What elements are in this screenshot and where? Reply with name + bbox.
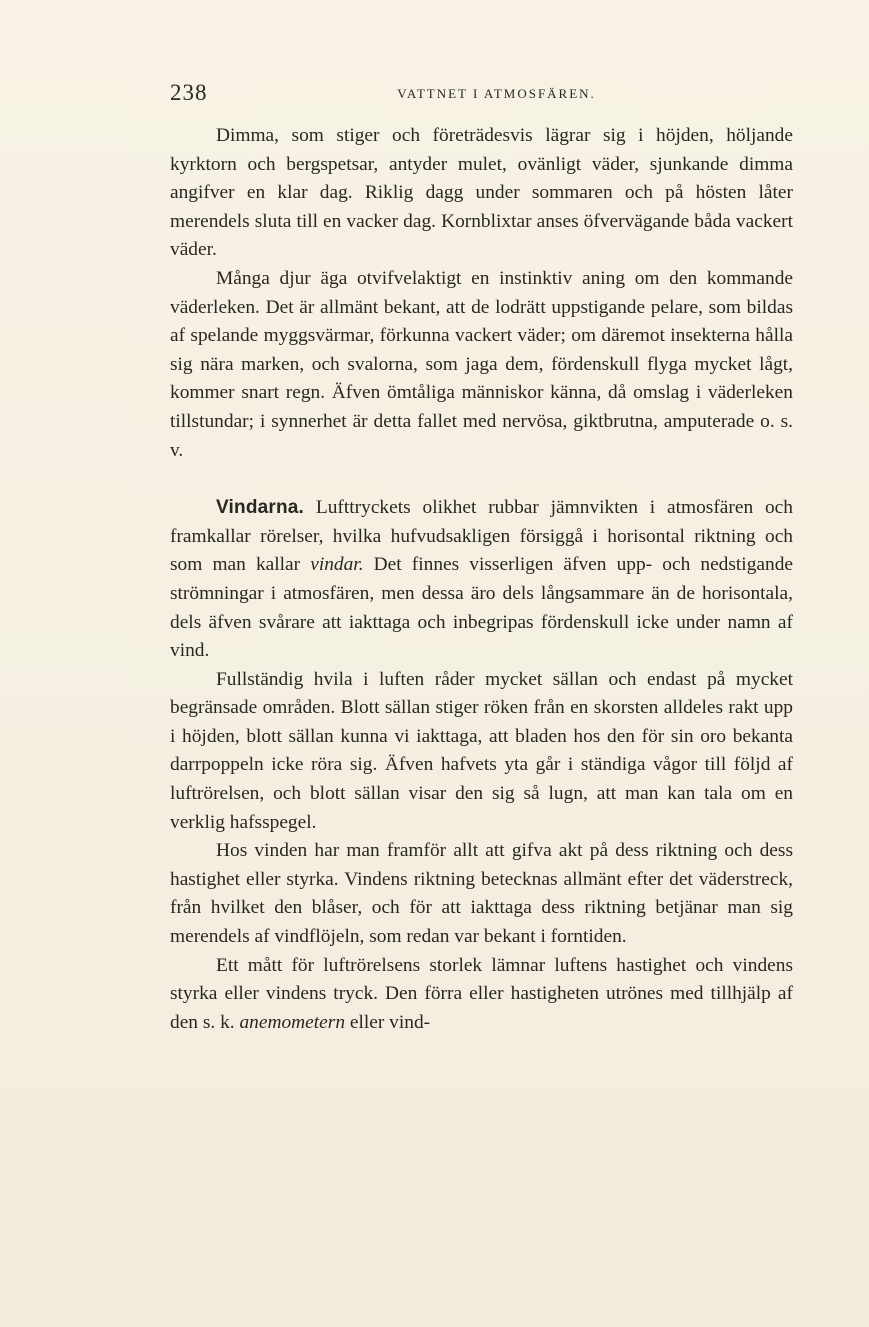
paragraph-djur: Många djur äga otvifvelaktigt en instinktiv aning om den kommande väderleken. Det är allmänt bekant, att de lodrätt uppstigande pelare, som bildas af spelande myggsvärmar, förkunna vackert väder; om däremot insekterna hålla sig nära marken, och svalorna, som jaga dem, fördenskull flyga mycket lågt, kommer snart regn. Äfven ömtåliga människor känna, då omslag i väderleken tillstundar; i synnerhet är detta fallet med nervösa, giktbrutna, amputerade o. s. v. — [170, 267, 793, 461]
paragraph-vindarna — [170, 494, 793, 666]
paragraph-matt — [170, 952, 793, 1038]
paragraph-text: Lufttryckets olikhet rubbar jämnvikten i atmosfären och framkallar rörelser, hvilka hufvudsakligen försiggå i horisontal riktning och som man kallar — [170, 497, 793, 576]
running-title: VATTNET I ATMOSFÄREN. — [397, 86, 596, 101]
paragraph-text: Det finnes visserligen äfven upp- och nedstigande strömningar i atmosfären, men dessa äro dels långsammare än de horisontala, dels äfven svårare att iakttaga och inbegripas fördenskull icke under namn af vind. — [170, 554, 793, 662]
body-text — [170, 122, 793, 1037]
page-header — [170, 80, 793, 110]
paragraph-hvila: Fullständig hvila i luften råder mycket sällan och endast på mycket begränsade områden. Blott sällan stiger röken från en skorsten alldeles rakt upp i höjden, blott sällan kunna vi iakttaga, att bladen hos den för sin oro bekanta darrpoppeln icke röra sig. Äfven hafvets yta går i ständiga vågor till följd af luftrörelsen, och blott sällan visar den sig så lugn, att man kan tala om en verklig hafsspegel. — [170, 668, 793, 833]
paragraph-dimma: Dimma, som stiger och företrädesvis lägrar sig i höjden, höljande kyrktorn och bergspetsar, antyder mulet, ovänligt väder, sjunkande dimma angifver en klar dag. Riklig dagg under sommaren och på hösten låter merendels sluta till en vacker dag. Kornblixtar anses öfvervägande båda vackert väder. — [170, 125, 793, 261]
section-heading: Vindarna. — [216, 497, 305, 519]
paragraph-text: Ett mått för luftrörelsens storlek lämnar luftens hastighet och vindens styrka eller vindens tryck. Den förra eller hastigheten utrönes med tillhjälp af den s. k. — [170, 954, 793, 1033]
paragraph-riktning: Hos vinden har man framför allt att gifva akt på dess riktning och dess hastighet eller styrka. Vindens riktning betecknas allmänt efter det väderstreck, från hvilket den blåser, och för att iakttaga dess riktning betjänar man sig merendels af vindflöjeln, som redan var bekant i forntiden. — [170, 840, 793, 948]
emphasis-term: vindar. — [310, 554, 364, 576]
paragraph-text: eller vind- — [345, 1011, 431, 1033]
page-number: 238 — [170, 80, 208, 105]
emphasis-term: anemometern — [239, 1011, 346, 1033]
